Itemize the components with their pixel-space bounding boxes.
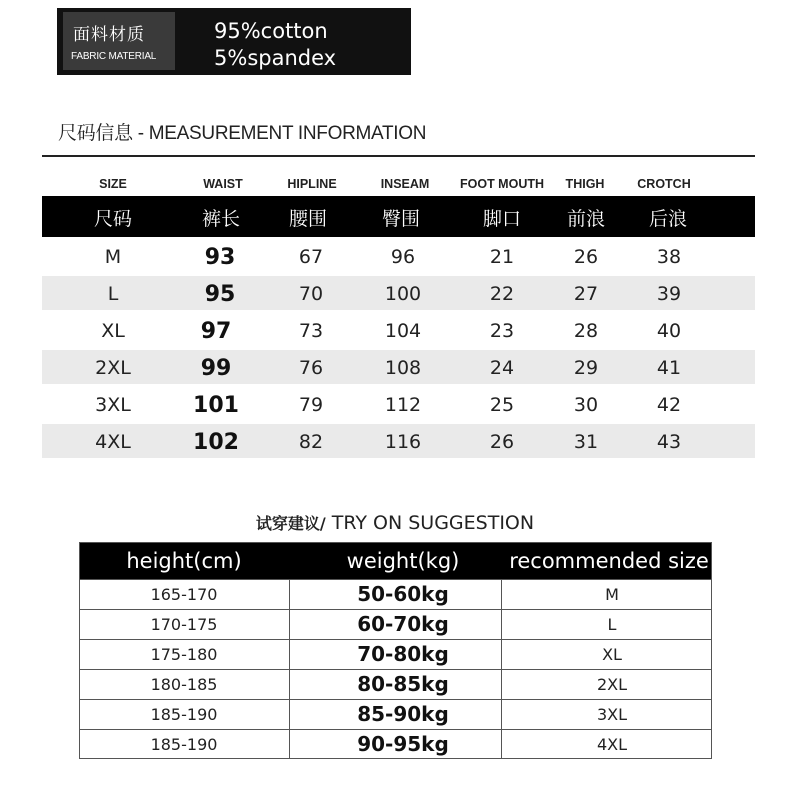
cell-waist: 101 (193, 393, 239, 418)
cell-inseam: 116 (384, 431, 422, 453)
table-row (80, 609, 711, 639)
cell-foot-mouth: 21 (489, 246, 515, 268)
cell-height: 185-190 (150, 705, 218, 724)
cell-crotch: 43 (656, 431, 682, 453)
cell-waist: 102 (193, 430, 239, 455)
cell-height: 165-170 (150, 585, 218, 604)
header-cn-waist: 裤长 (201, 208, 241, 230)
cell-hipline: 79 (298, 394, 324, 416)
header-recommended-size: recommended size (509, 549, 709, 573)
cell-size: XL (602, 645, 622, 664)
cell-size: 2XL (596, 675, 628, 694)
header-weight: weight(kg) (346, 549, 460, 573)
cell-foot-mouth: 25 (489, 394, 515, 416)
cell-size: 2XL (95, 357, 131, 379)
table-row (42, 350, 755, 384)
cell-hipline: 73 (298, 320, 324, 342)
cell-weight: 60-70kg (357, 612, 449, 636)
cell-thigh: 28 (573, 320, 599, 342)
cell-size: M (605, 585, 619, 604)
header-cn-hipline: 腰围 (288, 208, 328, 230)
cell-height: 170-175 (150, 615, 218, 634)
header-height: height(cm) (126, 549, 242, 573)
cell-hipline: 67 (298, 246, 324, 268)
table-row (42, 424, 755, 458)
suggestion-title-en: TRY ON SUGGESTION (331, 512, 535, 534)
cell-hipline: 70 (298, 283, 324, 305)
header-cn-inseam: 臀围 (381, 208, 421, 230)
cell-weight: 70-80kg (357, 642, 449, 666)
cell-crotch: 39 (656, 283, 682, 305)
cell-waist: 97 (200, 319, 232, 344)
cell-size: 4XL (95, 431, 131, 453)
cell-weight: 90-95kg (357, 732, 449, 756)
header-en-foot-mouth: FOOT MOUTH (459, 177, 545, 191)
cell-foot-mouth: 22 (489, 283, 515, 305)
cell-waist: 93 (204, 245, 236, 270)
header-en-inseam: INSEAM (380, 177, 430, 191)
header-en-thigh: THIGH (565, 177, 605, 191)
cell-crotch: 42 (656, 394, 682, 416)
table-row (80, 699, 711, 729)
cell-foot-mouth: 26 (489, 431, 515, 453)
fabric-label-en: FABRIC MATERIAL (71, 51, 157, 62)
cell-hipline: 76 (298, 357, 324, 379)
cell-size: XL (101, 320, 125, 342)
suggestion-table (79, 542, 712, 759)
cell-size: M (104, 246, 122, 268)
cell-weight: 80-85kg (357, 672, 449, 696)
cell-thigh: 31 (573, 431, 599, 453)
cell-waist: 95 (204, 282, 236, 307)
header-cn-thigh: 前浪 (566, 208, 606, 230)
cell-inseam: 100 (384, 283, 422, 305)
table-row (42, 276, 755, 310)
cell-height: 180-185 (150, 675, 218, 694)
measurement-divider (42, 155, 755, 157)
table-row (80, 729, 711, 759)
table-row (80, 669, 711, 699)
cell-crotch: 41 (656, 357, 682, 379)
cell-inseam: 112 (384, 394, 422, 416)
cell-waist: 99 (200, 356, 232, 381)
cell-thigh: 30 (573, 394, 599, 416)
cell-weight: 85-90kg (357, 702, 449, 726)
cell-inseam: 108 (384, 357, 422, 379)
cell-foot-mouth: 23 (489, 320, 515, 342)
table-row (42, 313, 755, 347)
header-cn-size: 尺码 (93, 208, 133, 230)
header-en-hipline: HIPLINE (287, 177, 337, 191)
cell-size: L (107, 283, 119, 305)
cell-height: 185-190 (150, 735, 218, 754)
cell-thigh: 26 (573, 246, 599, 268)
cell-thigh: 29 (573, 357, 599, 379)
header-cn-crotch: 后浪 (648, 208, 688, 230)
fabric-label-box (63, 12, 175, 70)
cell-size: 4XL (596, 735, 628, 754)
cell-inseam: 96 (390, 246, 416, 268)
fabric-spandex: 5%spandex (214, 46, 337, 70)
cell-foot-mouth: 24 (489, 357, 515, 379)
table-row (80, 579, 711, 609)
cell-thigh: 27 (573, 283, 599, 305)
suggestion-header-bar (80, 543, 711, 579)
header-en-waist: WAIST (203, 177, 243, 191)
cell-size: 3XL (596, 705, 628, 724)
header-cn-foot-mouth: 脚口 (482, 208, 522, 230)
cell-crotch: 38 (656, 246, 682, 268)
table-row (42, 239, 755, 273)
cell-crotch: 40 (656, 320, 682, 342)
header-en-size: SIZE (99, 177, 127, 191)
table-row (80, 639, 711, 669)
header-en-crotch: CROTCH (637, 177, 691, 191)
cell-size: 3XL (95, 394, 131, 416)
cell-weight: 50-60kg (357, 582, 449, 606)
suggestion-title (0, 511, 790, 534)
fabric-material-banner (57, 8, 411, 75)
table-row (42, 387, 755, 421)
cell-size: L (607, 615, 617, 634)
suggestion-title-cn: 试穿建议/ (255, 514, 326, 533)
cell-inseam: 104 (384, 320, 422, 342)
cell-hipline: 82 (298, 431, 324, 453)
fabric-label-cn: 面料材质 (73, 25, 145, 45)
measurement-title: 尺码信息 - MEASUREMENT INFORMATION (58, 123, 427, 144)
cell-height: 175-180 (150, 645, 218, 664)
fabric-cotton: 95%cotton (214, 19, 328, 43)
